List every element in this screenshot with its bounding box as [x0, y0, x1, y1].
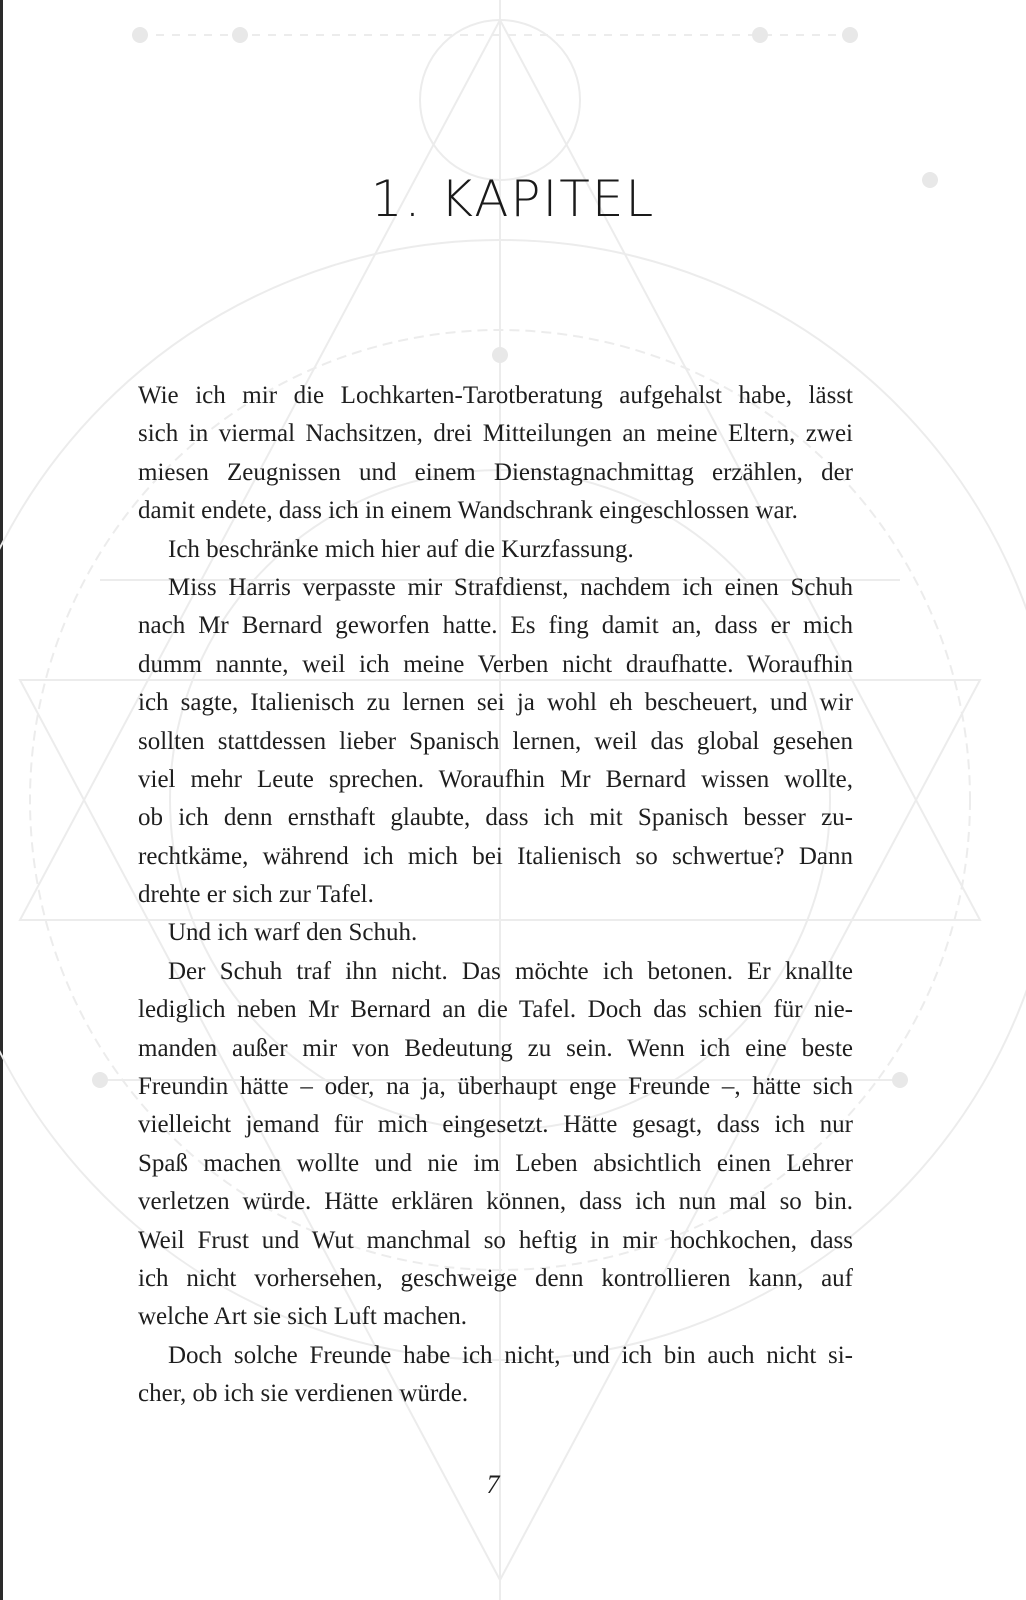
- text-line: ich sagte, Italienisch zu lernen sei ja wohl eh bescheuert, und wir: [138, 689, 853, 717]
- text-line: Freundin hätte – oder, na ja, überhaupt enge Freunde –, hätte sich: [138, 1073, 853, 1101]
- text-line: Und ich warf den Schuh.: [168, 919, 418, 947]
- text-line: vielleicht jemand für mich eingesetzt. Hätte gesagt, dass ich nur: [138, 1111, 853, 1139]
- text-line: Weil Frust und Wut manchmal so heftig in mir hochkochen, dass: [138, 1226, 853, 1254]
- text-line: Der Schuh traf ihn nicht. Das möchte ich betonen. Er knallte: [168, 957, 853, 985]
- text-line: drehte er sich zur Tafel.: [138, 881, 374, 909]
- text-line: Spaß machen wollte und nie im Leben absichtlich einen Lehrer: [138, 1149, 853, 1177]
- text-line: ob ich denn ernsthaft glaubte, dass ich mit Spanisch besser zu-: [138, 804, 853, 832]
- text-line: cher, ob ich sie verdienen würde.: [138, 1380, 469, 1408]
- text-line: damit endete, dass ich in einem Wandschrank eingeschlossen war.: [138, 497, 798, 525]
- text-line: nach Mr Bernard geworfen hatte. Es fing damit an, dass er mich: [138, 612, 853, 640]
- text-line: Doch solche Freunde habe ich nicht, und ich bin auch nicht si-: [168, 1341, 853, 1369]
- text-line: lediglich neben Mr Bernard an die Tafel. Doch das schien für nie-: [138, 996, 853, 1024]
- text-line: manden außer mir von Bedeutung zu sein. Wenn ich eine beste: [138, 1034, 853, 1062]
- text-line: Miss Harris verpasste mir Strafdienst, nachdem ich einen Schuh: [168, 573, 853, 601]
- text-line: Wie ich mir die Lochkarten-Tarotberatung aufgehalst habe, lässt: [138, 382, 853, 409]
- text-line: viel mehr Leute sprechen. Woraufhin Mr Bernard wissen wollte,: [138, 765, 853, 793]
- text-line: sich in viermal Nachsitzen, drei Mitteilungen an meine Eltern, zwei: [138, 420, 853, 448]
- text-line: Ich beschränke mich hier auf die Kurzfassung.: [168, 535, 634, 563]
- text-line: miesen Zeugnissen und einem Dienstagnachmittag erzählen, der: [138, 458, 853, 486]
- page-number: 7: [486, 1470, 500, 1499]
- text-line: welche Art sie sich Luft machen.: [138, 1303, 468, 1331]
- text-line: verletzen würde. Hätte erklären können, dass ich nun mal so bin.: [138, 1188, 853, 1216]
- text-line: dumm nannte, weil ich meine Verben nicht draufhatte. Woraufhin: [138, 650, 853, 678]
- text-line: ich nicht vorhersehen, geschweige denn kontrollieren kann, auf: [138, 1264, 853, 1292]
- text-line: rechtkäme, während ich mich bei Italienisch so schwertue? Dann: [138, 842, 853, 870]
- text-line: sollten stattdessen lieber Spanisch lernen, weil das global gesehen: [138, 727, 853, 755]
- body-text: [138, 377, 853, 1414]
- chapter-title: 1. KAPITEL: [370, 170, 656, 228]
